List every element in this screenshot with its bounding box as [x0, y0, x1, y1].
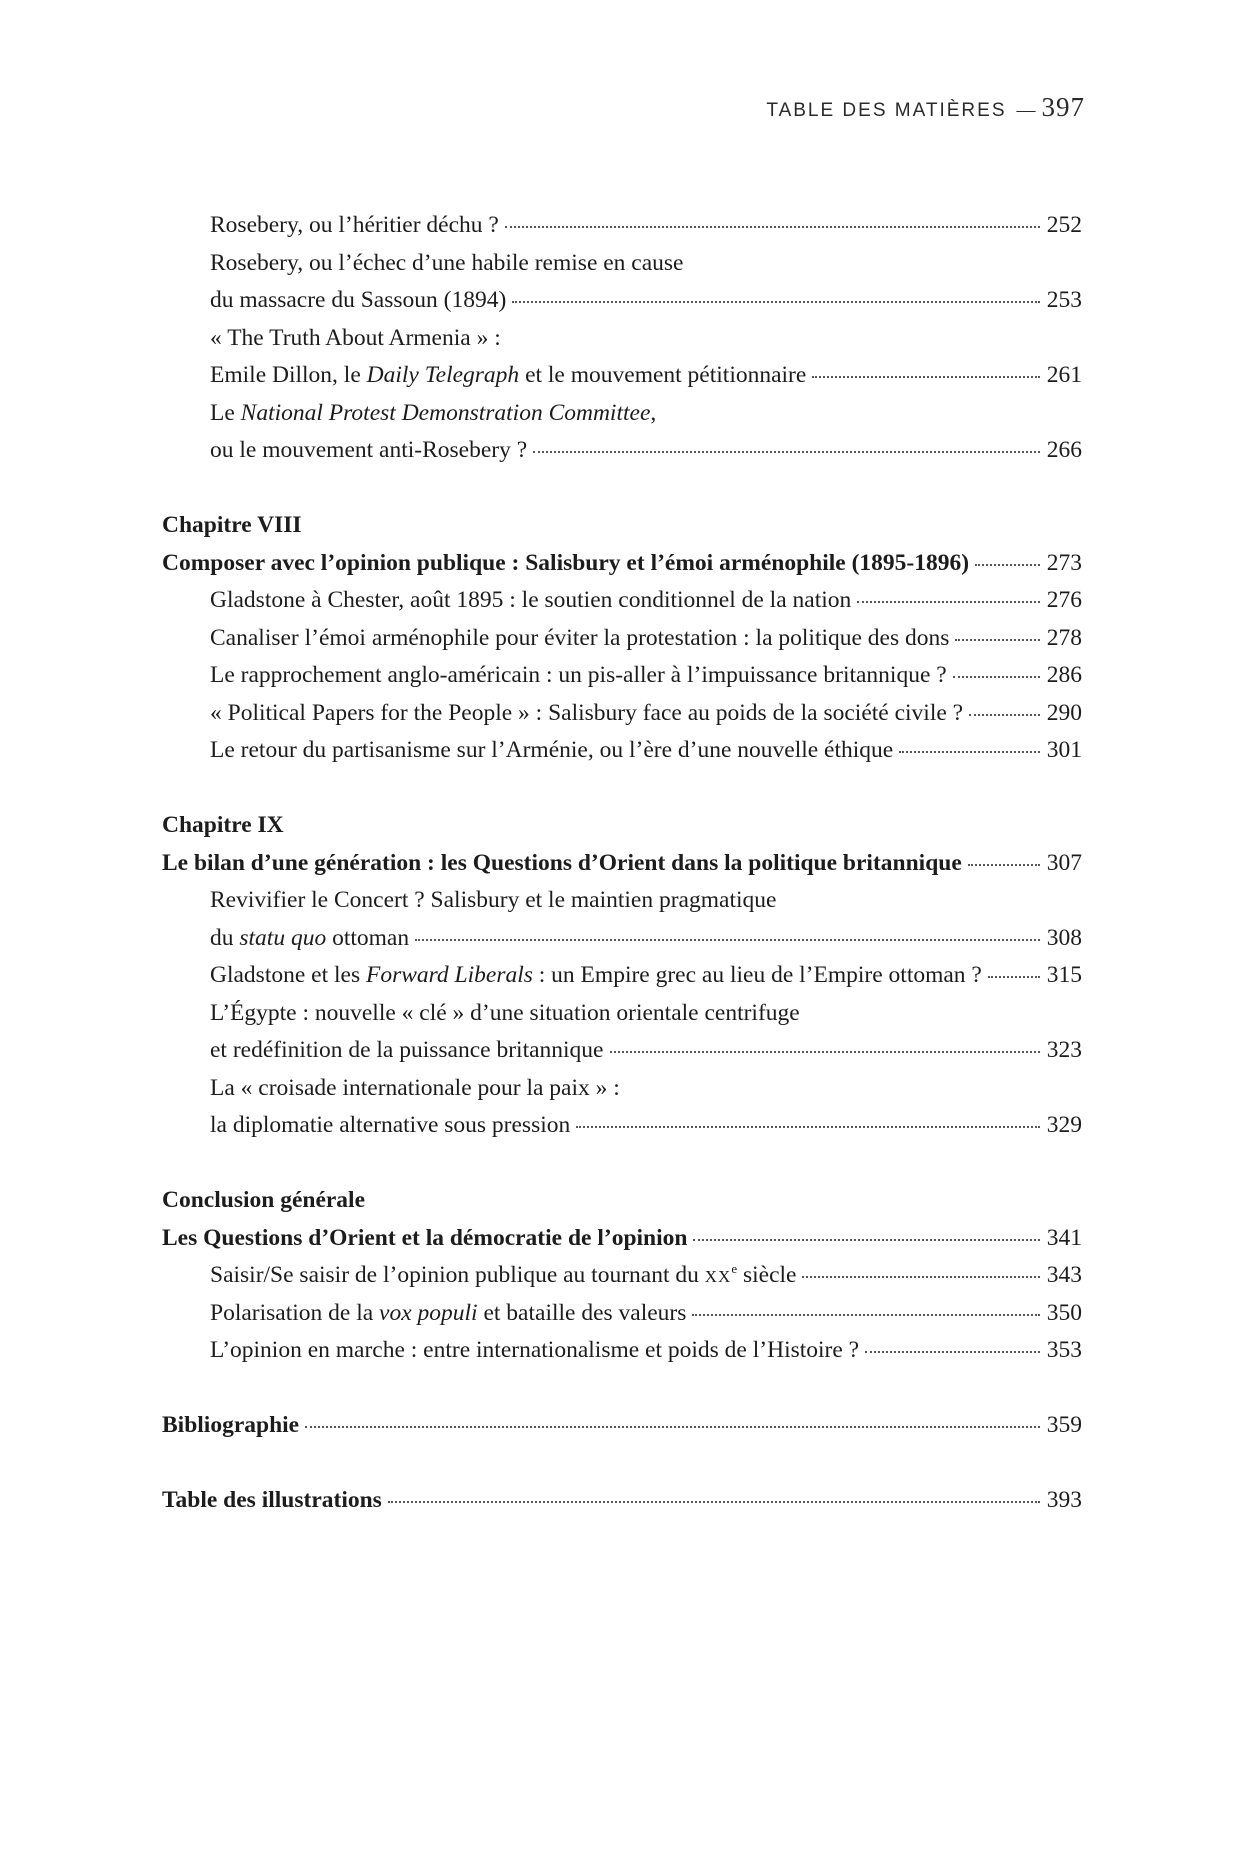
toc-entry[interactable]	[162, 357, 1082, 395]
toc-entry-title: Gladstone et les Forward Liberals : un Empire grec au lieu de l’Empire ottoman ?	[210, 962, 982, 988]
toc-entry[interactable]	[162, 582, 1082, 620]
toc-entry-title: Emile Dillon, le Daily Telegraph et le mouvement pétitionnaire	[210, 362, 807, 388]
dot-leader	[692, 1313, 1040, 1316]
toc-entry[interactable]	[162, 1295, 1082, 1333]
dot-leader	[969, 713, 1040, 716]
toc-entry-page: 350	[1046, 1299, 1082, 1326]
toc-entry[interactable]	[162, 920, 1082, 958]
toc-entry-page: 278	[1046, 624, 1082, 651]
dot-leader	[968, 863, 1040, 866]
dot-leader	[955, 638, 1040, 641]
chapter-title: Composer avec l’opinion publique : Salisbury et l’émoi arménophile (1895-1896)	[162, 549, 970, 576]
conclusion-label: Conclusion générale	[162, 1187, 366, 1213]
running-head-separator: —	[1016, 100, 1038, 121]
toc-entry[interactable]	[162, 395, 1082, 433]
toc-entry-page: 276	[1046, 587, 1082, 613]
toc-entry[interactable]	[162, 207, 1082, 245]
toc-entry-title: « Political Papers for the People » : Salisbury face au poids de la société civile ?	[210, 699, 964, 726]
dot-leader	[693, 1238, 1040, 1241]
dot-leader	[533, 450, 1040, 453]
toc-entry[interactable]	[162, 282, 1082, 320]
dot-leader	[988, 975, 1040, 978]
toc-entry-title: du statu quo ottoman	[210, 924, 410, 951]
toc-entry[interactable]	[162, 657, 1082, 695]
chapter-label: Chapitre VIII	[162, 512, 302, 538]
toc-entry[interactable]	[162, 320, 1082, 358]
toc-entry-page: 307	[1046, 849, 1082, 876]
toc-entry-title: L’Égypte : nouvelle « clé » d’une situation orientale centrifuge	[210, 999, 800, 1026]
toc-entry-page: 273	[1046, 549, 1082, 576]
toc-entry-title: Revivifier le Concert ? Salisbury et le maintien pragmatique	[210, 887, 777, 913]
toc-entry-title: Le rapprochement anglo-américain : un pis-aller à l’impuissance britannique ?	[210, 662, 947, 688]
toc-entry-title: La « croisade internationale pour la paix » :	[210, 1074, 620, 1101]
toc-entry-page: 323	[1046, 1037, 1082, 1063]
chapter-title: Le bilan d’une génération : les Questions d’Orient dans la politique britannique	[162, 849, 962, 876]
conclusion-title: Les Questions d’Orient et la démocratie de l’opinion	[162, 1224, 688, 1251]
toc-entry[interactable]	[162, 882, 1082, 920]
chapter-entry[interactable]	[162, 845, 1082, 883]
illustrations-title: Table des illustrations	[162, 1487, 382, 1513]
dot-leader	[610, 1050, 1041, 1053]
conclusion-entry[interactable]	[162, 1220, 1082, 1258]
bibliography-entry[interactable]	[162, 1407, 1082, 1445]
toc-entry-title: et redéfinition de la puissance britannique	[210, 1037, 604, 1063]
toc-entry-page: 341	[1046, 1224, 1082, 1251]
dot-leader	[415, 938, 1040, 941]
toc-entry-page: 301	[1046, 737, 1082, 763]
toc-entry[interactable]	[162, 957, 1082, 995]
toc-entry-page: 393	[1046, 1487, 1082, 1513]
dot-leader	[505, 225, 1040, 228]
toc-entry[interactable]	[162, 1032, 1082, 1070]
toc-entry[interactable]	[162, 1070, 1082, 1108]
toc-entry-page: 329	[1046, 1112, 1082, 1138]
dot-leader	[953, 675, 1040, 678]
toc-entry-page: 286	[1046, 662, 1082, 688]
table-of-contents	[162, 207, 1082, 1520]
toc-entry-title: la diplomatie alternative sous pression	[210, 1112, 571, 1138]
toc-entry-page: 308	[1046, 924, 1082, 951]
dot-leader	[802, 1275, 1040, 1278]
dot-leader	[975, 563, 1040, 566]
toc-entry-page: 359	[1046, 1412, 1082, 1438]
running-head	[766, 92, 1085, 123]
toc-entry-page: 353	[1046, 1337, 1082, 1363]
toc-entry-title: Gladstone à Chester, août 1895 : le soutien conditionnel de la nation	[210, 587, 852, 613]
toc-entry-title: ou le mouvement anti-Rosebery ?	[210, 437, 528, 463]
toc-entry-page: 290	[1046, 699, 1082, 726]
toc-entry-page: 252	[1046, 212, 1082, 238]
toc-entry[interactable]	[162, 1257, 1082, 1295]
toc-entry-title: Rosebery, ou l’échec d’une habile remise en cause	[210, 249, 684, 276]
toc-entry-title: Canaliser l’émoi arménophile pour éviter la protestation : la politique des dons	[210, 624, 950, 651]
toc-entry-page: 261	[1046, 362, 1082, 388]
toc-entry[interactable]	[162, 695, 1082, 733]
bibliography-title: Bibliographie	[162, 1412, 300, 1438]
toc-entry-title: L’opinion en marche : entre internationalisme et poids de l’Histoire ?	[210, 1337, 860, 1363]
dot-leader	[899, 750, 1040, 753]
dot-leader	[512, 300, 1040, 303]
page-number: 397	[1041, 92, 1085, 122]
dot-leader	[865, 1350, 1040, 1353]
chapter-entry[interactable]	[162, 545, 1082, 583]
toc-entry[interactable]	[162, 732, 1082, 770]
toc-entry-title: Le National Protest Demonstration Committee,	[210, 399, 657, 426]
toc-entry[interactable]	[162, 1107, 1082, 1145]
toc-entry[interactable]	[162, 432, 1082, 470]
toc-entry-title: Le retour du partisanisme sur l’Arménie, ou l’ère d’une nouvelle éthique	[210, 737, 894, 763]
toc-entry-title: Saisir/Se saisir de l’opinion publique au tournant du XXe siècle	[210, 1261, 797, 1288]
dot-leader	[812, 375, 1040, 378]
toc-entry[interactable]	[162, 620, 1082, 658]
running-head-title: TABLE DES MATIÈRES	[766, 100, 1007, 121]
dot-leader	[305, 1425, 1040, 1428]
dot-leader	[857, 600, 1040, 603]
toc-entry-page: 315	[1046, 962, 1082, 988]
toc-entry[interactable]	[162, 245, 1082, 283]
toc-entry-title: « The Truth About Armenia » :	[210, 324, 501, 351]
toc-entry-page: 253	[1046, 287, 1082, 313]
dot-leader	[576, 1125, 1040, 1128]
chapter-label: Chapitre IX	[162, 812, 284, 838]
illustrations-entry[interactable]	[162, 1482, 1082, 1520]
toc-entry[interactable]	[162, 1332, 1082, 1370]
toc-entry-title: du massacre du Sassoun (1894)	[210, 287, 507, 313]
toc-entry-page: 266	[1046, 437, 1082, 463]
toc-entry[interactable]	[162, 995, 1082, 1033]
toc-entry-page: 343	[1046, 1262, 1082, 1288]
toc-entry-title: Rosebery, ou l’héritier déchu ?	[210, 212, 499, 238]
toc-entry-title: Polarisation de la vox populi et bataille des valeurs	[210, 1299, 687, 1326]
dot-leader	[388, 1500, 1040, 1503]
